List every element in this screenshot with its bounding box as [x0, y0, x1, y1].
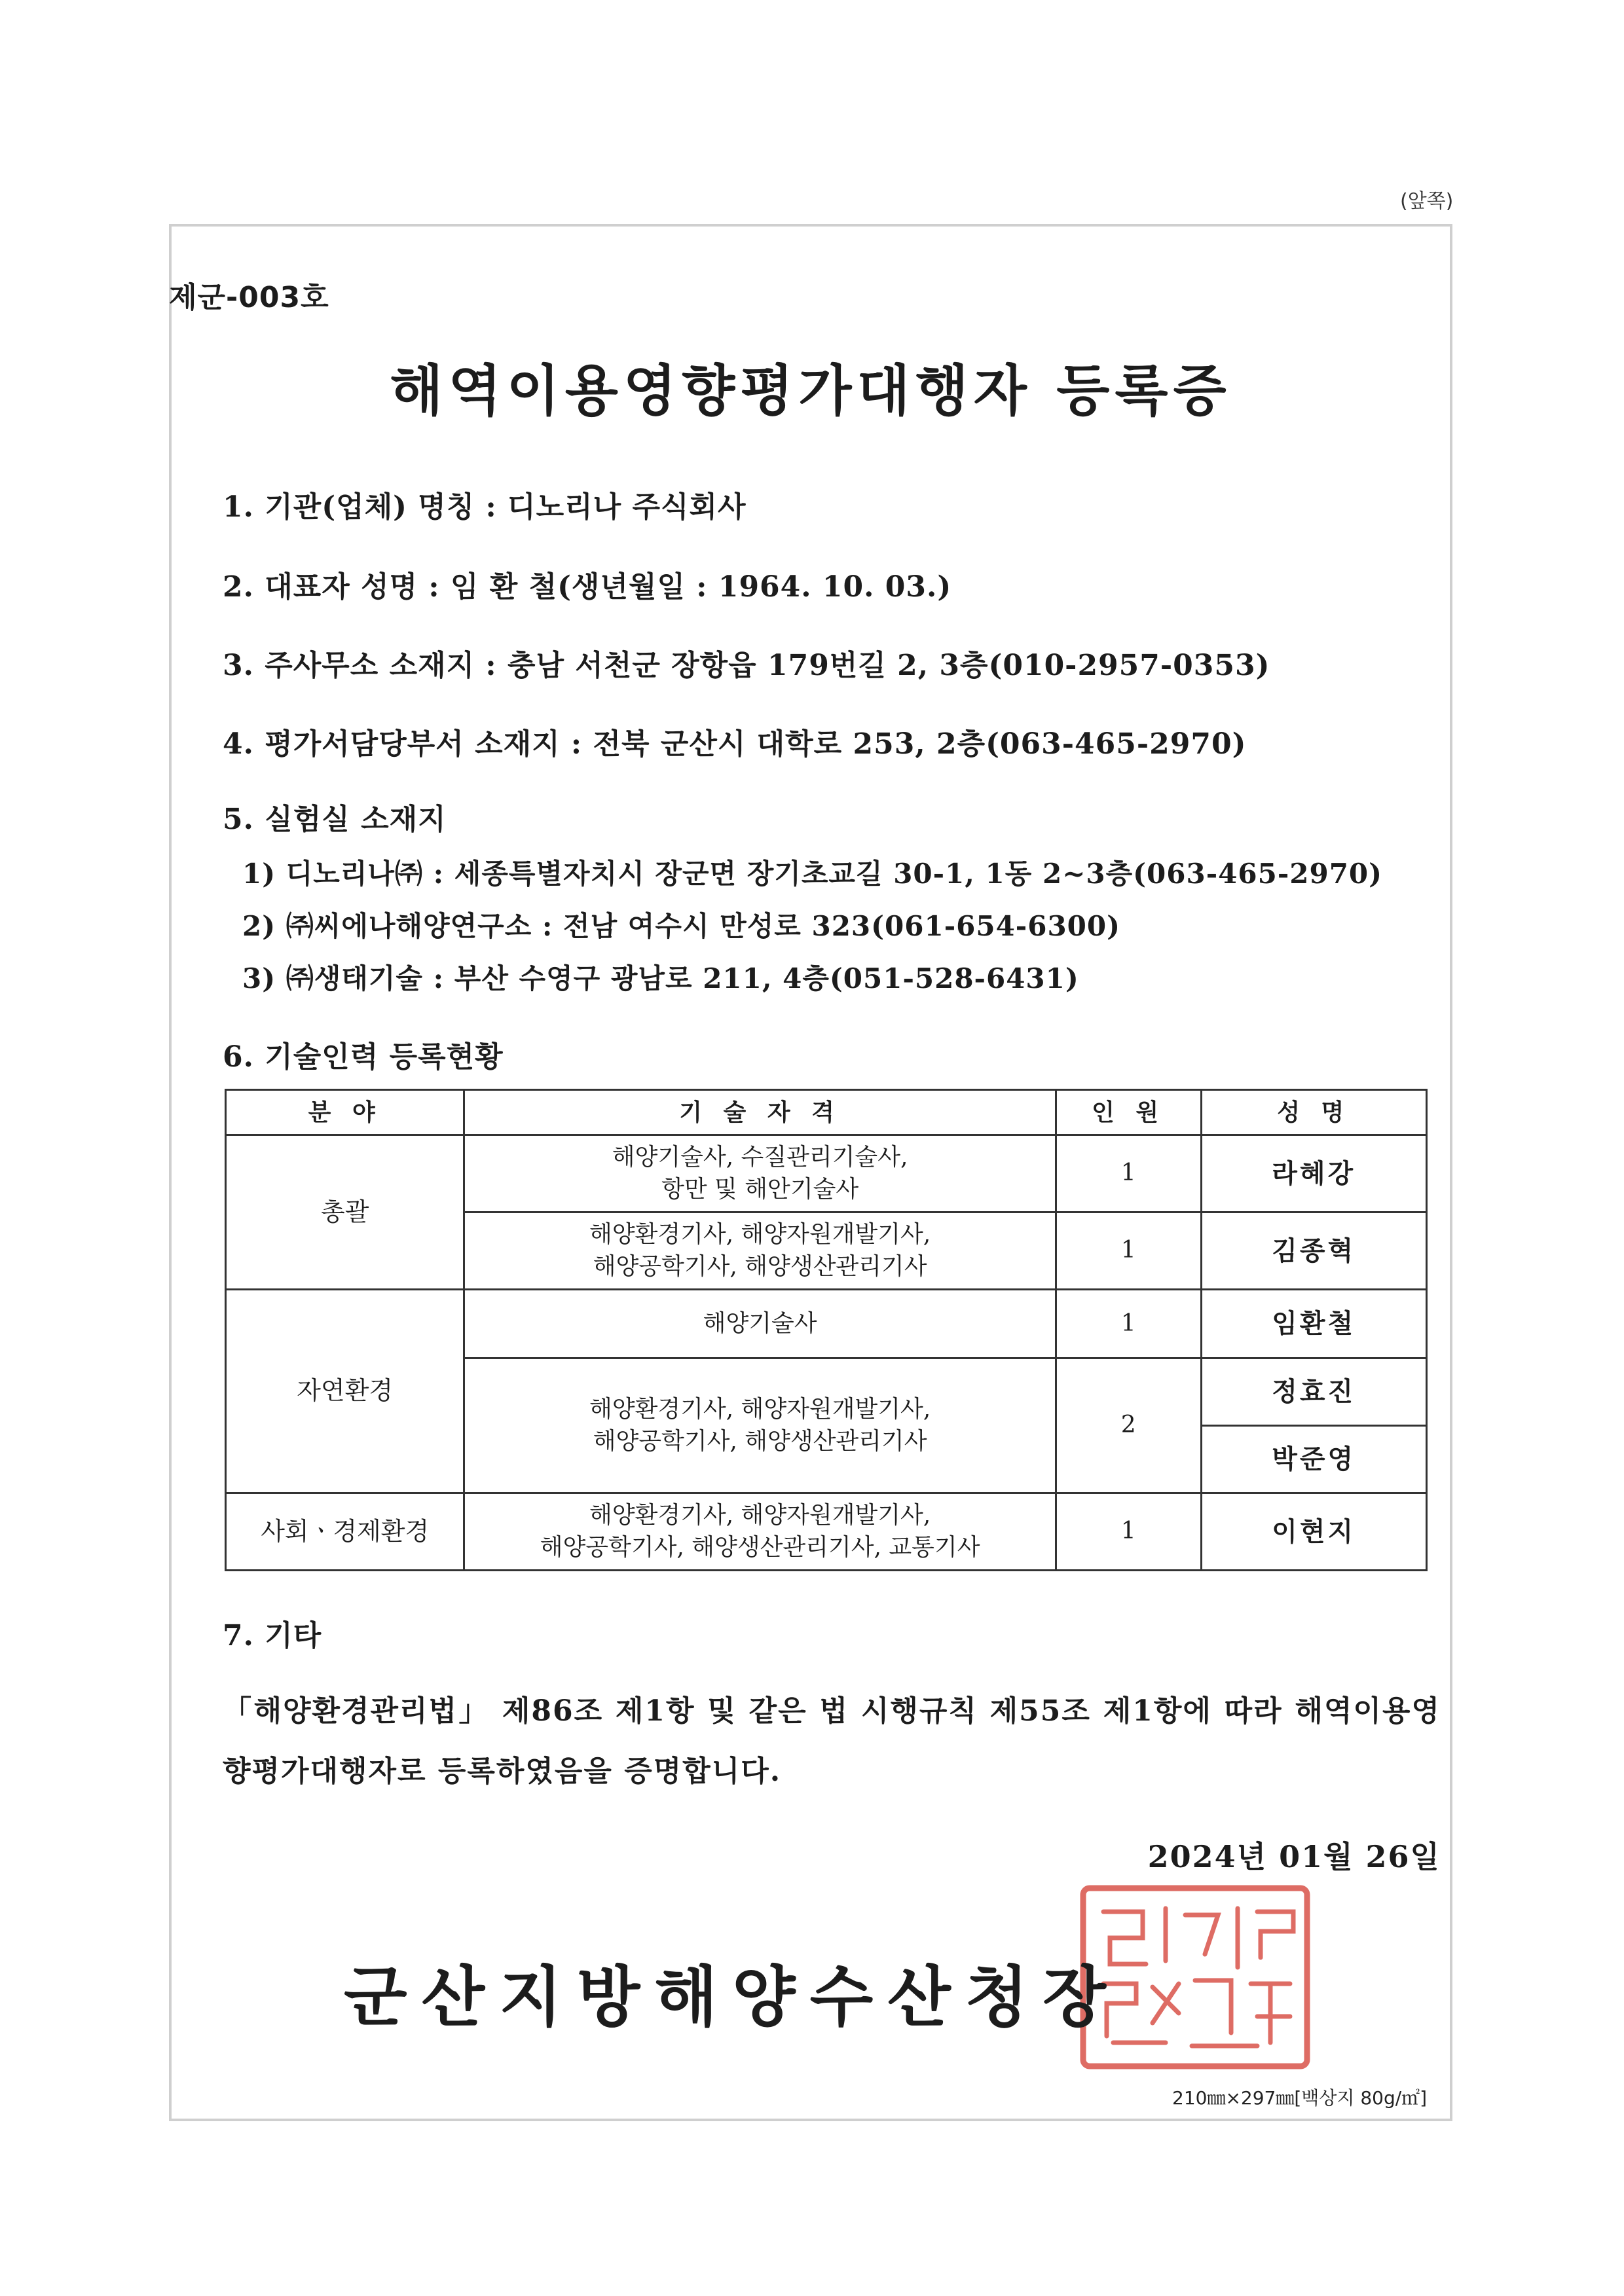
- other-heading: 7. 기타: [223, 1619, 322, 1652]
- name-cell: 라혜강: [1201, 1135, 1427, 1212]
- assessment-dept-line: [223, 720, 1246, 762]
- lab-heading: 5. 실험실 소재지: [223, 803, 447, 836]
- header-field: 분 야: [226, 1090, 464, 1135]
- issuer-name: 군산지방해양수산청장: [344, 1958, 1120, 2035]
- qualification-line: 해양환경기사, 해양자원개발기사,: [589, 1220, 931, 1248]
- table-row: [226, 1135, 1427, 1212]
- paper-spec: 210㎜×297㎜[백상지 80g/㎡]: [1172, 2087, 1428, 2109]
- qualification-line: 해양기술사: [703, 1309, 817, 1337]
- name-cell: 박준영: [1201, 1426, 1427, 1493]
- qualification-cell: [464, 1358, 1056, 1493]
- staff-heading: 6. 기술인력 등록현황: [223, 1040, 504, 1074]
- count-cell: 1: [1056, 1493, 1201, 1571]
- count-cell: 1: [1056, 1135, 1201, 1212]
- head-office-line: [223, 642, 1270, 683]
- name-cell: 정효진: [1201, 1358, 1427, 1426]
- staff-table: [225, 1089, 1428, 1571]
- header-name: 성 명: [1201, 1090, 1427, 1135]
- qualification-line: 해양공학기사, 해양생산관리기사: [593, 1427, 927, 1455]
- name-cell: 이현지: [1201, 1493, 1427, 1571]
- qualification-line: 해양공학기사, 해양생산관리기사: [593, 1252, 927, 1280]
- org-name-value: 디노리나 주식회사: [507, 490, 747, 524]
- registration-number: 제군-003호: [169, 281, 329, 314]
- table-row: [226, 1290, 1427, 1358]
- qualification-line: 해양공학기사, 해양생산관리기사, 교통기사: [540, 1533, 980, 1561]
- qualification-cell: [464, 1290, 1056, 1358]
- issue-date: 2024년 01월 26일: [1147, 1839, 1441, 1874]
- assessment-dept-value: 전북 군산시 대학로 253, 2층(063-465-2970): [593, 727, 1247, 761]
- qualification-cell: [464, 1493, 1056, 1571]
- name-cell: 김종혁: [1201, 1212, 1427, 1290]
- name-cell: 임환철: [1201, 1290, 1427, 1358]
- head-office-value: 충남 서천군 장항읍 179번길 2, 3층(010-2957-0353): [507, 649, 1270, 682]
- head-office-label: 3. 주사무소 소재지 :: [223, 649, 507, 682]
- count-cell: 2: [1056, 1358, 1201, 1493]
- count-cell: 1: [1056, 1212, 1201, 1290]
- lab-item-3: 3) ㈜생태기술 : 부산 수영구 광남로 211, 4층(051-528-6431): [242, 962, 1079, 994]
- representative-label: 2. 대표자 성명 :: [223, 570, 451, 604]
- org-name-line: [223, 483, 746, 525]
- representative-line: [223, 563, 951, 605]
- table-row: [226, 1493, 1427, 1571]
- document-title: 해역이용영향평가대행자 등록증: [390, 358, 1232, 423]
- qualification-line: 해양기술사, 수질관리기술사,: [612, 1143, 908, 1171]
- qualification-cell: [464, 1135, 1056, 1212]
- certification-text: 「해양환경관리법」 제86조 제1항 및 같은 법 시행규칙 제55조 제1항에 따라 해역이용영향평가대행자로 등록하였음을 증명합니다.: [223, 1694, 1441, 1788]
- representative-value: 임 환 철(생년월일 : 1964. 10. 03.): [450, 570, 952, 604]
- qualification-line: 해양환경기사, 해양자원개발기사,: [589, 1395, 931, 1423]
- table-header-row: [226, 1090, 1427, 1135]
- header-count: 인 원: [1056, 1090, 1201, 1135]
- lab-item-1: 1) 디노리나㈜ : 세종특별자치시 장군면 장기초교길 30-1, 1동 2~3층(063-465-2970): [242, 858, 1383, 890]
- assessment-dept-label: 4. 평가서담당부서 소재지 :: [223, 727, 593, 761]
- field-cell: 사회ㆍ경제환경: [226, 1493, 464, 1571]
- header-qualification: 기 술 자 격: [464, 1090, 1056, 1135]
- count-cell: 1: [1056, 1290, 1201, 1358]
- page-side-label: (앞쪽): [1400, 190, 1454, 213]
- field-cell: 자연환경: [226, 1290, 464, 1493]
- qualification-line: 해양환경기사, 해양자원개발기사,: [589, 1501, 931, 1529]
- org-name-label: 1. 기관(업체) 명칭 :: [223, 490, 508, 524]
- lab-item-2: 2) ㈜씨에나해양연구소 : 전남 여수시 만성로 323(061-654-6300): [242, 910, 1120, 942]
- qualification-cell: [464, 1212, 1056, 1290]
- qualification-line: 항만 및 해안기술사: [661, 1175, 859, 1203]
- field-cell: 총괄: [226, 1135, 464, 1290]
